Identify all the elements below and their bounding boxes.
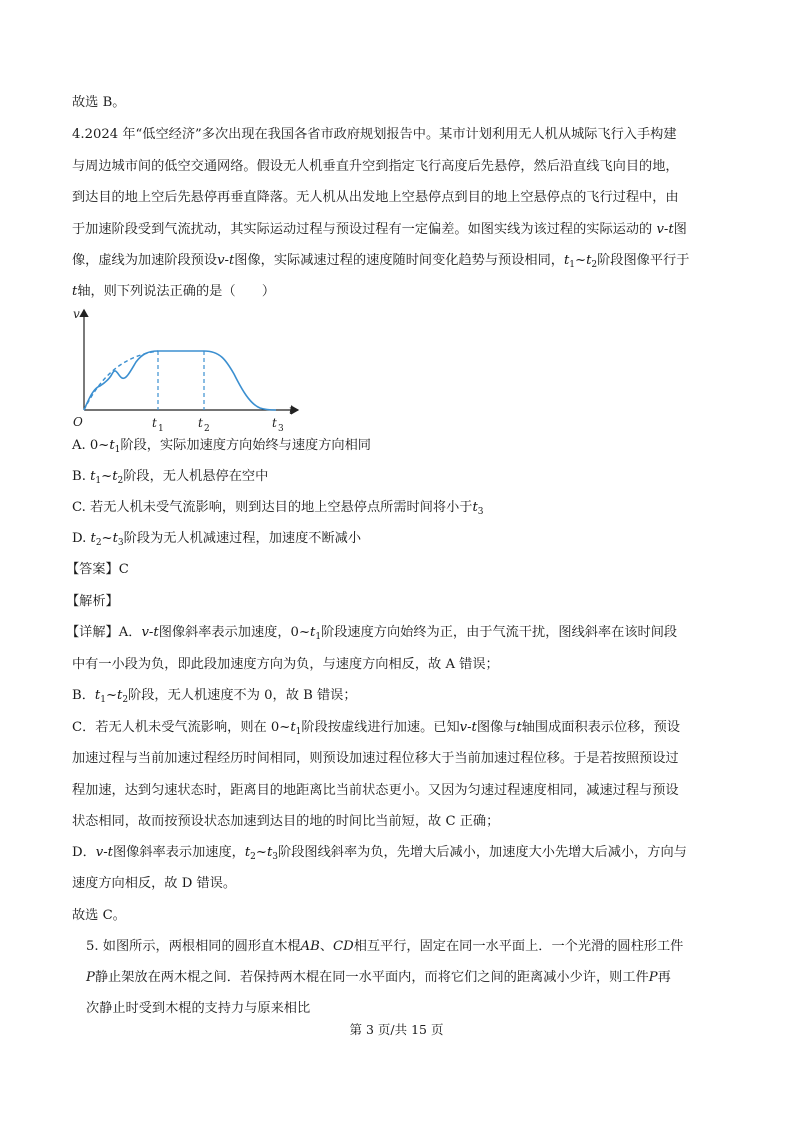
detail-c-line-1: C．若无人机未受气流影响，则在 $0\sim t_1$阶段按虚线进行加速。已知v-t图像与t轴围成面积表示位移，预设 <box>72 720 680 737</box>
q4-stem-line-6: t轴，则下列说法正确的是（ ） <box>72 284 276 299</box>
q5-number: 5. <box>86 939 99 954</box>
q4-number: 4. <box>72 127 85 142</box>
analysis-label: 【解析】 <box>66 594 119 609</box>
v-axis-label: v <box>73 307 80 321</box>
t2-tick-sub: 2 <box>204 424 210 434</box>
detail-b: B．$t_1\sim t_2$阶段，无人机速度不为 0，故 B 错误； <box>72 688 357 705</box>
vt-graph-figure <box>62 304 306 436</box>
detail-a-line-1: 【详解】A．v-t图像斜率表示加速度，$0\sim t_1$阶段速度方向始终为正，由于气流干扰，图线斜率在该时间段 <box>66 625 678 642</box>
answer-label: 【答案】 <box>66 562 119 577</box>
q4-stem-line-1: 4.2024 年“低空经济”多次出现在我国各省市政府规划报告中。某市计划利用无人机从城际飞行入手构建 <box>72 127 677 142</box>
origin-label: O <box>73 415 83 429</box>
answer-value: C <box>118 562 129 577</box>
t-axis-label: t <box>289 403 294 417</box>
actual-motion-curve <box>84 351 276 410</box>
t3-tick-sub: 3 <box>278 424 284 434</box>
option-d: D. $t_2\sim t_3$阶段为无人机减速过程，加速度不断减小 <box>72 531 362 548</box>
q5-line-2: P静止架放在两木棍之间．若保持两木棍在同一水平面内，而将它们之间的距离减小少许，则工件P再 <box>86 970 671 985</box>
detail-a-line-2: 中有一小段为负，即此段加速度方向为负，与速度方向相反，故 A 错误； <box>72 657 499 672</box>
q4-stem-line-3: 到达目的地上空后先悬停再垂直降落。无人机从出发地上空悬停点到目的地上空悬停点的飞行过程中，由 <box>72 190 679 205</box>
t3-tick-label: t <box>272 416 277 430</box>
option-b: B. $t_1\sim t_2$阶段，无人机悬停在空中 <box>72 469 269 486</box>
q5-line-1: 5. 如图所示，两根相同的圆形直木棍AB、CD相互平行，固定在同一水平面上．一个光滑的圆柱形工件 <box>86 939 684 954</box>
page-footer: 第 3 页/共 15 页 <box>349 1022 444 1037</box>
t2-tick-label: t <box>198 416 203 430</box>
q5-line-3: 次静止时受到木棍的支持力与原来相比 <box>86 1001 311 1016</box>
detail-d-line-1: D．v-t图像斜率表示加速度，$t_2\sim t_3$阶段图线斜率为负，先增大后减小，加速度大小先增大后减小，方向与 <box>72 845 687 862</box>
detail-c-line-2: 加速过程与当前加速过程经历时间相同，则预设加速过程位移大于当前加速过程位移。于是若按照预设过 <box>72 751 679 766</box>
t1-tick-label: t <box>152 416 157 430</box>
preset-acceleration-curve <box>84 351 158 410</box>
previous-conclusion: 故选 B。 <box>72 95 126 110</box>
t1-tick-sub: 1 <box>158 424 164 434</box>
answer-line <box>66 560 129 580</box>
q4-stem-line-2: 与周边城市间的低空交通网络。假设无人机垂直升空到指定飞行高度后先悬停，然后沿直线飞向目的地， <box>72 159 679 174</box>
detail-c-line-4: 状态相同，故而按预设状态加速到达目的地的时间比当前短，故 C 正确； <box>72 814 500 829</box>
q4-stem-line-4: 于加速阶段受到气流扰动，其实际运动过程与预设过程有一定偏差。如图实线为该过程的实际运动的 v-t图 <box>72 222 687 237</box>
option-a: A. $0\sim t_1$阶段，实际加速度方向始终与速度方向相同 <box>72 438 371 455</box>
option-c: C. 若无人机未受气流影响，则到达目的地上空悬停点所需时间将小于$t_3$ <box>72 500 484 517</box>
q4-stem-line-5: 像，虚线为加速阶段预设v-t图像，实际减速过程的速度随时间变化趋势与预设相同，$t_1\sim t_2$阶段图像平行于 <box>72 253 690 270</box>
detail-d-line-2: 速度方向相反，故 D 错误。 <box>72 876 237 891</box>
detail-c-line-3: 程加速，达到匀速状态时，距离目的地距离比当前状态更小。又因为匀速过程速度相同，减速过程与预设 <box>72 783 679 798</box>
conclusion: 故选 C。 <box>72 908 126 923</box>
